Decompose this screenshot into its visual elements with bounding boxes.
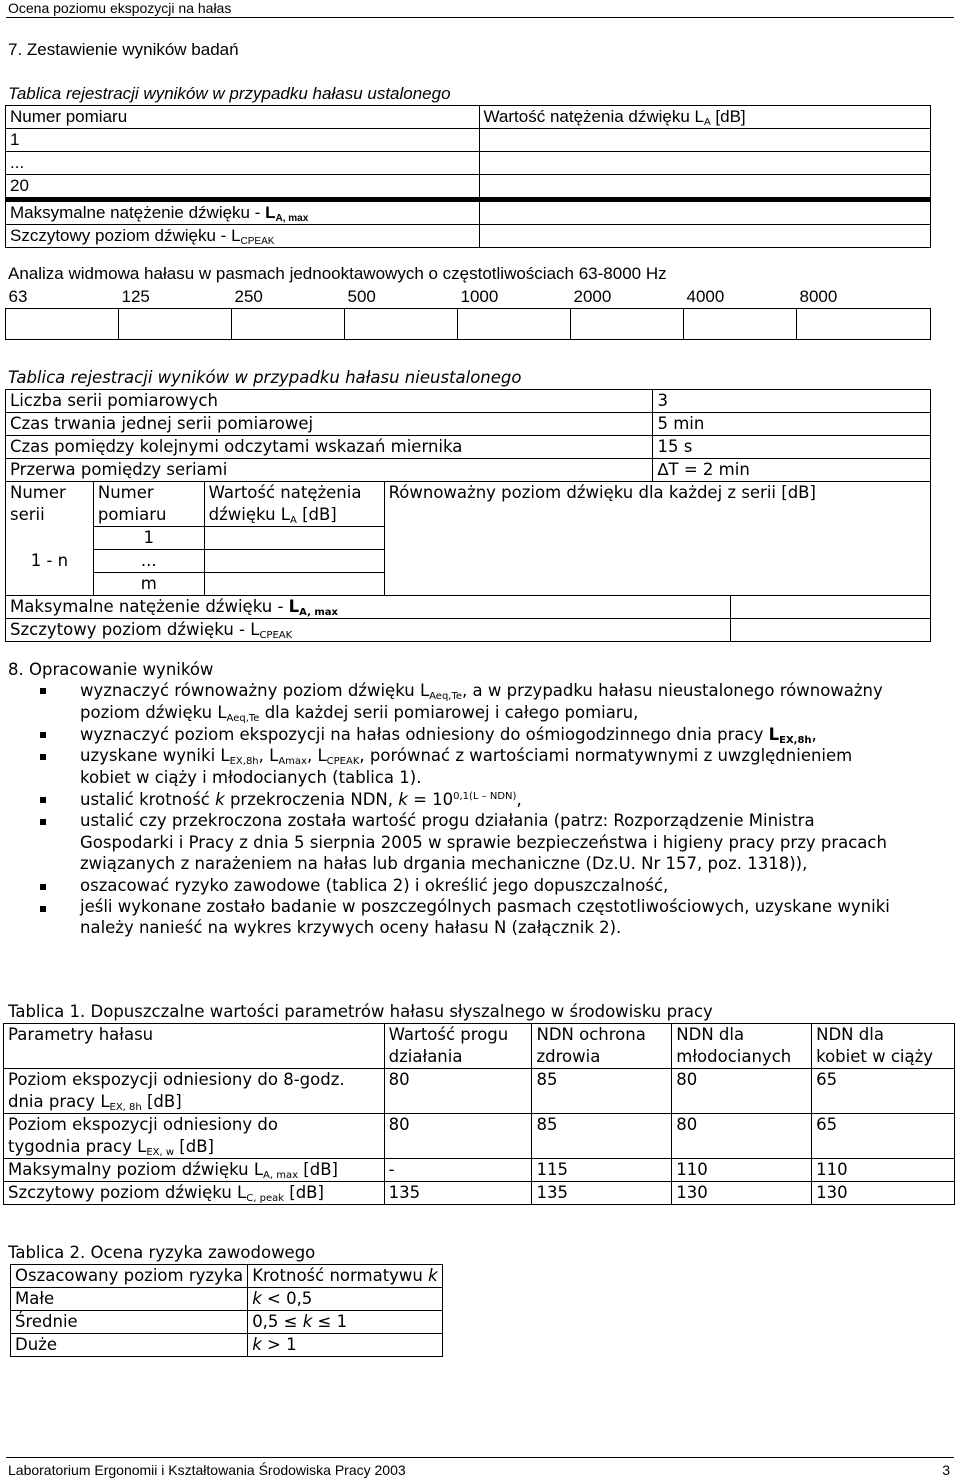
measurement-row: m <box>93 573 204 596</box>
unsteady-peak-label: Szczytowy poziom dźwięku - $L_{CPEAK}$ <box>6 619 731 642</box>
t2-cond-low: k < 0,5 <box>248 1288 443 1311</box>
page-number: 3 <box>942 1462 950 1478</box>
param-label: Przerwa pomiędzy seriami <box>6 459 653 482</box>
header-value: Wartość natężenia dźwięku $L_A$ [dB] <box>204 482 384 527</box>
page-header-title: Ocena poziomu ekspozycji na hałas <box>8 0 232 16</box>
bullet-marker <box>40 819 46 825</box>
band-1000: 1000 <box>460 287 499 306</box>
bullet-1-line-1: wyznaczyć równoważny poziom dźwięku $L_{Aeq,Te}$, a w przypadku hałasu nieustalonego równoważny <box>80 681 883 702</box>
bullet-7-line-1: jeśli wykonane zostało badanie w poszczególnych pasmach częstotliwościowych, uzyskane wyniki <box>80 897 890 916</box>
t1-row-week: Poziom ekspozycji odniesiony do tygodnia pracy $L_{EX, w}$ [dB] <box>4 1114 385 1159</box>
bullet-marker <box>40 884 46 890</box>
steady-row: 20 <box>6 175 480 200</box>
steady-col-value: Wartość natężenia dźwięku $L_A$ [dB] <box>479 106 930 129</box>
bullet-3-line-2: kobiet w ciąży i młodocianych (tablica 1). <box>80 768 422 787</box>
t2-cond-medium: 0,5 ≤ k ≤ 1 <box>248 1311 443 1334</box>
bullet-5-line-3: związanych z narażeniem na hałas lub drgania mechaniczne (Dz.U. Nr 157, poz. 1318)), <box>80 854 808 873</box>
band-2000: 2000 <box>573 287 612 306</box>
band-125: 125 <box>121 287 150 306</box>
band-4000: 4000 <box>686 287 725 306</box>
t1-cell: 85 <box>532 1114 672 1159</box>
table-1 <box>3 1023 955 1205</box>
param-value: ∆T = 2 min <box>653 459 931 482</box>
header-measurement: Numer pomiaru <box>93 482 204 527</box>
t1-cell: 135 <box>384 1182 532 1205</box>
steady-peak-label: Szczytowy poziom dźwięku - $L_{CPEAK}$ <box>6 225 480 248</box>
bullet-3-line-1: uzyskane wyniki $L_{EX,8h}$, $L_{Amax}$, $L_{CPEAK}$, porównać z wartościami normatywnymi z uwzględnieniem <box>80 746 853 767</box>
t2-risk-high: Duże <box>11 1334 248 1357</box>
bullet-6: oszacować ryzyko zawodowe (tablica 2) i określić jego dopuszczalność, <box>80 876 669 895</box>
t2-risk-medium: Średnie <box>11 1311 248 1334</box>
t1-cell: 115 <box>532 1159 672 1182</box>
bullet-marker <box>40 688 46 694</box>
band-63: 63 <box>8 287 28 306</box>
t1-cell: 135 <box>532 1182 672 1205</box>
bullet-marker <box>40 732 46 738</box>
param-value: 3 <box>653 390 931 413</box>
t1-header-ndn-youth: NDN dla młodocianych <box>672 1024 812 1069</box>
unsteady-table-caption: Tablica rejestracji wyników w przypadku hałasu nieustalonego <box>8 368 522 387</box>
steady-max-label: Maksymalne natężenie dźwięku - $L_{A, max}$ <box>6 200 480 225</box>
t1-cell: 80 <box>384 1069 532 1114</box>
param-value: 5 min <box>653 413 931 436</box>
bullet-4: ustalić krotność k przekroczenia NDN, $k = 10^{0,1(L - NDN)}$, <box>80 790 522 809</box>
t2-header-multiplicity: Krotność normatywu k <box>248 1265 443 1288</box>
bullet-1-line-2: poziom dźwięku $L_{Aeq,Te}$ dla każdej serii pomiarowej i całego pomiaru, <box>80 703 639 724</box>
steady-noise-table <box>5 105 931 248</box>
steady-col-number: Numer pomiaru <box>6 106 480 129</box>
bullet-5-line-2: Gospodarki i Pracy z dnia 5 sierpnia 2005 w sprawie bezpieczeństwa i higieny pracy przy pracach <box>80 833 887 852</box>
bullet-marker <box>40 906 46 912</box>
t1-cell: 65 <box>812 1114 955 1159</box>
t1-cell: 130 <box>812 1182 955 1205</box>
footer-rule <box>6 1457 954 1458</box>
unsteady-results-table <box>5 481 931 642</box>
t2-cond-high: k > 1 <box>248 1334 443 1357</box>
t1-cell: 65 <box>812 1069 955 1114</box>
t1-row-8h: Poziom ekspozycji odniesiony do 8-godz. dnia pracy $L_{EX, 8h}$ [dB] <box>4 1069 385 1114</box>
table-1-caption: Tablica 1. Dopuszczalne wartości parametrów hałasu słyszalnego w środowisku pracy <box>8 1002 713 1021</box>
measurement-row: ... <box>93 550 204 573</box>
steady-row: ... <box>6 152 480 175</box>
t1-cell: 80 <box>384 1114 532 1159</box>
band-500: 500 <box>347 287 376 306</box>
steady-table-caption: Tablica rejestracji wyników w przypadku hałasu ustalonego <box>8 84 451 103</box>
unsteady-max-label: Maksymalne natężenie dźwięku - $L_{A, max}$ <box>6 596 731 619</box>
t1-header-threshold: Wartość progu działania <box>384 1024 532 1069</box>
t1-cell: 130 <box>672 1182 812 1205</box>
t2-header-risk: Oszacowany poziom ryzyka <box>11 1265 248 1288</box>
t1-cell: 85 <box>532 1069 672 1114</box>
spectrum-caption: Analiza widmowa hałasu w pasmach jednooktawowych o częstotliwościach 63-8000 Hz <box>8 264 667 283</box>
t1-cell: 80 <box>672 1069 812 1114</box>
section-8-heading: 8. Opracowanie wyników <box>8 660 214 679</box>
t1-row-peak: Szczytowy poziom dźwięku $L_{C, peak}$ [dB] <box>4 1182 385 1205</box>
t1-cell: 80 <box>672 1114 812 1159</box>
header-rule <box>6 17 954 18</box>
t1-cell: 110 <box>812 1159 955 1182</box>
param-label: Czas trwania jednej serii pomiarowej <box>6 413 653 436</box>
band-8000: 8000 <box>799 287 838 306</box>
footer-left: Laboratorium Ergonomii i Kształtowania Środowiska Pracy 2003 <box>8 1462 406 1478</box>
steady-row: 1 <box>6 129 480 152</box>
t1-header-ndn-health: NDN ochrona zdrowia <box>532 1024 672 1069</box>
param-value: 15 s <box>653 436 931 459</box>
param-label: Liczba serii pomiarowych <box>6 390 653 413</box>
bullet-marker <box>40 754 46 760</box>
t1-header-parameters: Parametry hałasu <box>4 1024 385 1069</box>
spectrum-table <box>5 286 931 340</box>
section-7-heading: 7. Zestawienie wyników badań <box>8 40 239 59</box>
bullet-5-line-1: ustalić czy przekroczona została wartość progu działania (patrz: Rozporządzenie Ministra <box>80 811 815 830</box>
unsteady-params-table <box>5 389 931 482</box>
header-series: Numer serii <box>6 482 94 527</box>
bullet-2: wyznaczyć poziom ekspozycji na hałas odniesiony do ośmiogodzinnego dnia pracy $L_{EX,8h}$, <box>80 725 817 746</box>
bullet-7-line-2: należy nanieść na wykres krzywych oceny hałasu N (załącznik 2). <box>80 918 622 937</box>
t2-risk-low: Małe <box>11 1288 248 1311</box>
t1-cell: 110 <box>672 1159 812 1182</box>
table-2-caption: Tablica 2. Ocena ryzyka zawodowego <box>8 1243 316 1262</box>
param-label: Czas pomiędzy kolejnymi odczytami wskazań miernika <box>6 436 653 459</box>
series-label: 1 - n <box>6 527 94 596</box>
t1-cell: - <box>384 1159 532 1182</box>
t1-row-max: Maksymalny poziom dźwięku $L_{A, max}$ [dB] <box>4 1159 385 1182</box>
measurement-row: 1 <box>93 527 204 550</box>
bullet-marker <box>40 797 46 803</box>
band-250: 250 <box>234 287 263 306</box>
header-equivalent: Równoważny poziom dźwięku dla każdej z serii [dB] <box>384 482 930 527</box>
table-2 <box>10 1264 443 1357</box>
t1-header-ndn-pregnant: NDN dla kobiet w ciąży <box>812 1024 955 1069</box>
